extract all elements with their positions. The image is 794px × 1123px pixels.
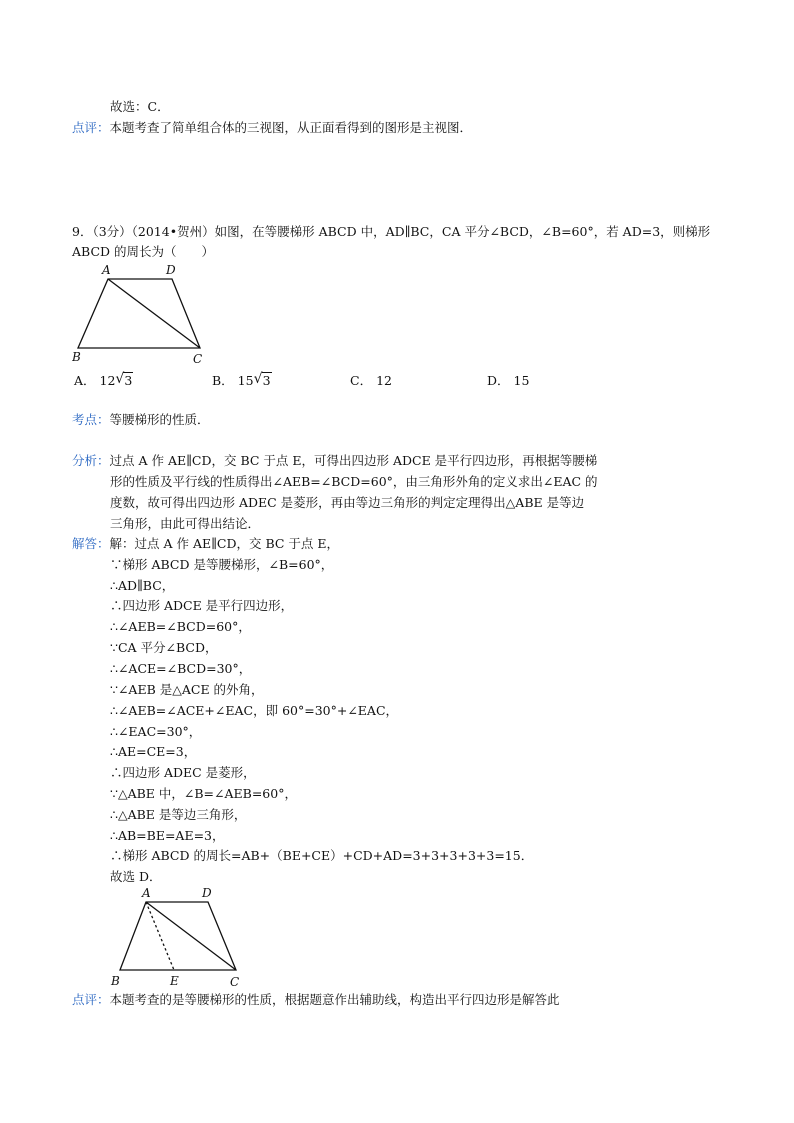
jieda-line: 故选 D． bbox=[110, 869, 162, 884]
jieda-line: ∵梯形 ABCD 是等腰梯形，∠B=60°， bbox=[110, 557, 334, 572]
label-b: B bbox=[111, 974, 120, 988]
jieda-line: ∵∠AEB 是△ACE 的外角， bbox=[110, 682, 264, 697]
jieda-line: ∵CA 平分∠BCD， bbox=[110, 640, 218, 655]
q9-stem-line1: 9．（3分）（2014•贺州）如图，在等腰梯形 ABCD 中，AD∥BC，CA 平分∠BCD，∠B=60°，若 AD=3，则梯形 bbox=[72, 224, 711, 239]
fenxi bbox=[72, 453, 597, 469]
kaodian-text: 等腰梯形的性质． bbox=[109, 412, 210, 427]
jieda-line: ∵△ABE 中，∠B=∠AEB=60°， bbox=[110, 786, 297, 801]
jieda-line: ∴四边形 ADCE 是平行四边形， bbox=[110, 598, 294, 613]
label-c: C bbox=[230, 975, 240, 989]
trapezoid-figure bbox=[72, 262, 212, 370]
jieda-line: ∴△ABE 是等边三角形， bbox=[110, 807, 247, 822]
kaodian-label: 考点： bbox=[72, 412, 110, 427]
trapezoid-aux-figure bbox=[108, 884, 248, 990]
comment-label: 点评： bbox=[72, 120, 110, 135]
option-c: C． 12 bbox=[350, 373, 392, 388]
option-d: D． 15 bbox=[487, 373, 530, 388]
option-b: B． 15 √ 3 bbox=[212, 371, 271, 388]
jieda-line: ∴梯形 ABCD 的周长=AB+（BE+CE）+CD+AD=3+3+3+3+3=15． bbox=[110, 848, 534, 863]
label-a: A bbox=[142, 886, 151, 900]
jieda-line: ∴AE=CE=3， bbox=[110, 744, 197, 759]
q8-answer: 故选：C． bbox=[110, 99, 170, 114]
jieda-line: ∴∠EAC=30°， bbox=[110, 724, 202, 739]
fenxi-line: 三角形，由此可得出结论． bbox=[110, 516, 261, 531]
jieda-line: ∴∠AEB=∠ACE+∠EAC，即 60°=30°+∠EAC， bbox=[110, 703, 399, 718]
label-e: E bbox=[170, 974, 179, 988]
sqrt-symbol: √ 3 bbox=[115, 371, 133, 388]
jieda bbox=[72, 536, 339, 552]
label-d: D bbox=[202, 886, 212, 900]
label-a: A bbox=[102, 263, 111, 277]
dianping-label: 点评： bbox=[72, 992, 110, 1007]
label-b: B bbox=[72, 350, 81, 364]
label-c: C bbox=[193, 352, 203, 366]
jieda-line: ∴∠ACE=∠BCD=30°， bbox=[110, 661, 252, 676]
fenxi-line: 过点 A 作 AE∥CD，交 BC 于点 E，可得出四边形 ADCE 是平行四边形，再根据等腰梯 bbox=[109, 453, 598, 468]
option-a: A． 12 √ 3 bbox=[74, 371, 133, 388]
dianping bbox=[72, 992, 560, 1008]
sqrt-symbol: √ 3 bbox=[253, 371, 271, 388]
jieda-label: 解答： bbox=[72, 536, 110, 551]
jieda-line: ∴∠AEB=∠BCD=60°， bbox=[110, 619, 251, 634]
kaodian bbox=[72, 412, 210, 428]
q8-comment bbox=[72, 120, 472, 136]
fenxi-line: 形的性质及平行线的性质得出∠AEB=∠BCD=60°，由三角形外角的定义求出∠EAC 的 bbox=[110, 474, 598, 489]
jieda-line: ∴AB=BE=AE=3， bbox=[110, 828, 225, 843]
dianping-text: 本题考查的是等腰梯形的性质，根据题意作出辅助线，构造出平行四边形是解答此 bbox=[109, 992, 560, 1007]
fenxi-line: 度数，故可得出四边形 ADEC 是菱形，再由等边三角形的判定定理得出△ABE 是等边 bbox=[110, 495, 585, 510]
jieda-line: ∴AD∥BC， bbox=[110, 578, 175, 593]
jieda-line: 解：过点 A 作 AE∥CD，交 BC 于点 E， bbox=[109, 536, 340, 551]
q9-stem-line2: ABCD 的周长为（ ） bbox=[72, 244, 215, 259]
jieda-line: ∴四边形 ADEC 是菱形， bbox=[110, 765, 256, 780]
fenxi-label: 分析： bbox=[72, 453, 110, 468]
trapezoid-shape bbox=[120, 902, 236, 970]
comment-text: 本题考查了简单组合体的三视图，从正面看得到的图形是主视图． bbox=[109, 120, 473, 135]
label-d: D bbox=[166, 263, 176, 277]
trapezoid-shape bbox=[78, 279, 200, 348]
